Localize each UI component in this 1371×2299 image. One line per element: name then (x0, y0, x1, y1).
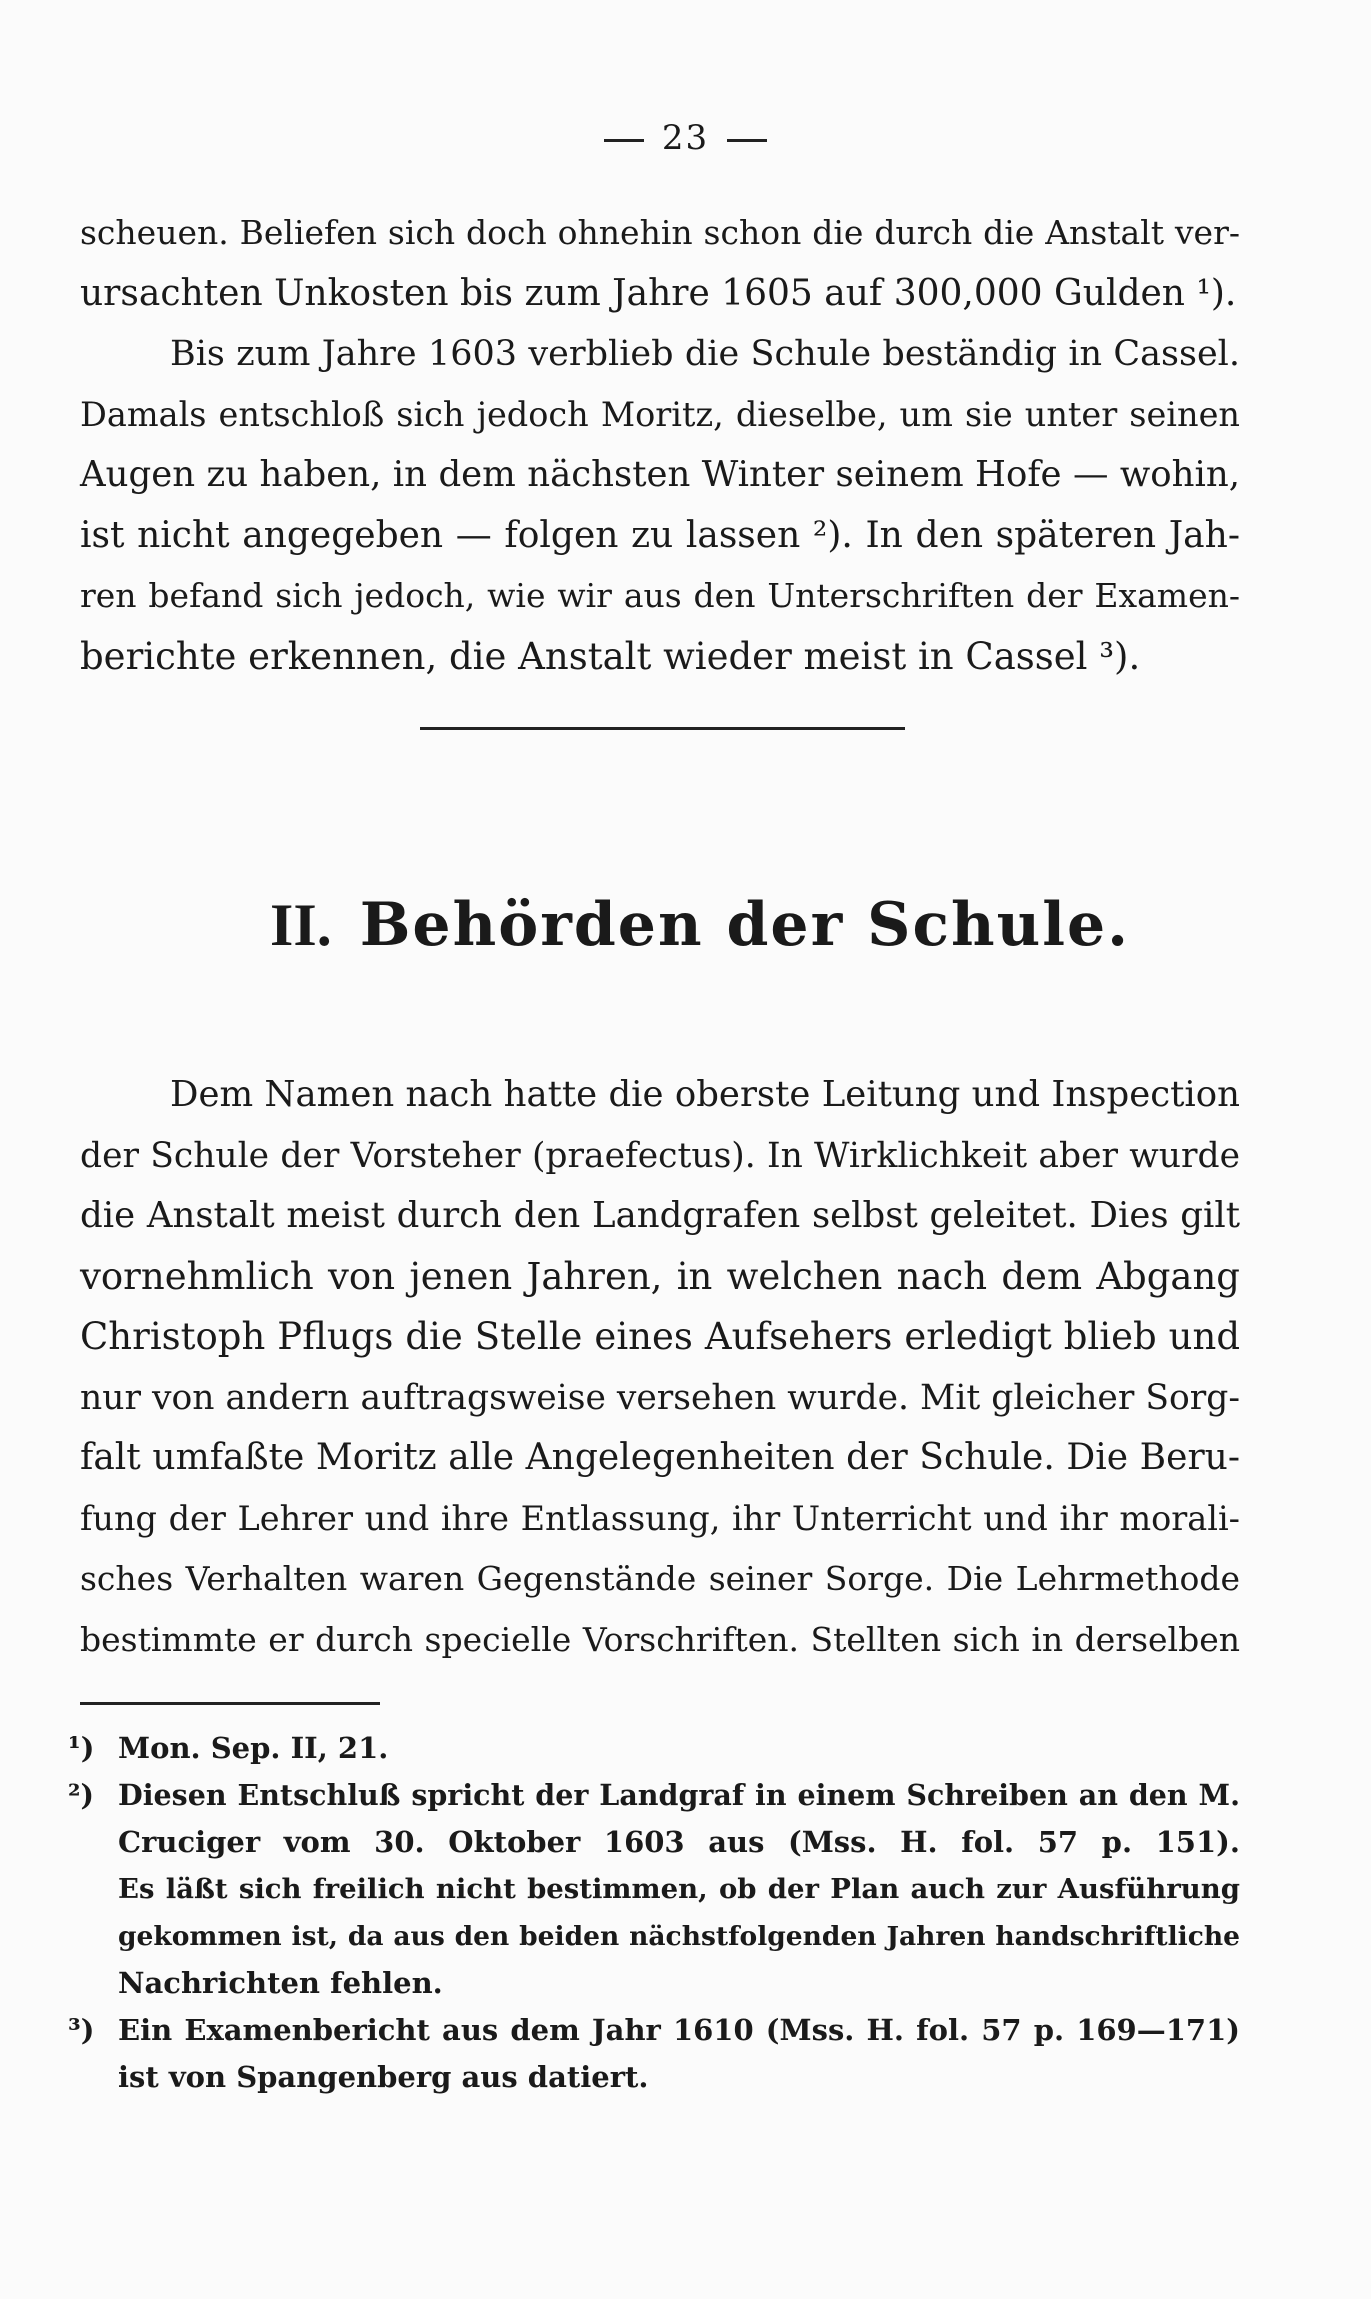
text-line: Damals entschloß sich jedoch Moritz, dieselbe, um sie unter seinen (80, 394, 1240, 434)
text-line: ren befand sich jedoch, wie wir aus den Unterschriften der Examen- (80, 576, 1240, 615)
text-line: nur von andern auftragsweise versehen wurde. Mit gleicher Sorg- (80, 1377, 1240, 1418)
text-line: die Anstalt meist durch den Landgrafen selbst geleitet. Dies gilt (80, 1195, 1240, 1236)
text-line: falt umfaßte Moritz alle Angelegenheiten der Schule. Die Beru- (80, 1437, 1240, 1478)
footnote-mark: ³) (68, 2013, 95, 2047)
text-line: bestimmte er durch specielle Vorschriften. Stellten sich in derselben (80, 1619, 1240, 1659)
dash-left (604, 139, 644, 142)
text-line: Bis zum Jahre 1603 verblieb die Schule beständig in Cassel. (170, 334, 1240, 374)
footnote-3 (68, 2007, 1240, 2054)
text-line: ursachten Unkosten bis zum Jahre 1605 auf 300,000 Gulden ¹). (80, 272, 1237, 314)
page-number-value: 23 (661, 118, 710, 158)
dash-right (727, 139, 767, 142)
footnote-text: Diesen Entschluß spricht der Landgraf in einem Schreiben an den M. (118, 1778, 1240, 1812)
footnote-text-line: Nachrichten fehlen. (118, 1966, 443, 2000)
footnotes (68, 1725, 1240, 2101)
text-line: Augen zu haben, in dem nächsten Winter seinem Hofe — wohin, (80, 454, 1240, 495)
text-line: der Schule der Vorsteher (praefectus). In Wirklichkeit aber wurde (80, 1135, 1240, 1176)
text-line: ist nicht angegeben — folgen zu lassen ²). In den späteren Jah- (80, 514, 1240, 556)
text-line: fung der Lehrer und ihre Entlassung, ihr Unterricht und ihr morali- (80, 1498, 1240, 1538)
text-line: sches Verhalten waren Gegenstände seiner Sorge. Die Lehrmethode (80, 1559, 1240, 1598)
footnote-text: Mon. Sep. II, 21. (118, 1731, 389, 1765)
text-line: Christoph Pflugs die Stelle eines Aufsehers erledigt blieb und (80, 1315, 1240, 1358)
footnote-mark: ¹) (68, 1731, 95, 1765)
section-heading (270, 890, 1130, 960)
paragraph-behoerden (80, 1065, 1240, 1670)
paragraph-continuation (80, 203, 1240, 324)
text-line: Dem Namen nach hatte die oberste Leitung und Inspection (170, 1074, 1240, 1115)
text-line: vornehmlich von jenen Jahren, in welchen nach dem Abgang (80, 1254, 1240, 1298)
footnote-1 (68, 1725, 1240, 1772)
text-line: berichte erkennen, die Anstalt wieder meist in Cassel ³). (80, 634, 1141, 678)
footnote-mark: ²) (68, 1778, 94, 1812)
footnote-text-line: gekommen ist, da aus den beiden nächstfolgenden Jahren handschriftliche (118, 1921, 1240, 1952)
footnote-text-line: Es läßt sich freilich nicht bestimmen, ob der Plan auch zur Ausführung (118, 1873, 1240, 1905)
section-title: Behörden der Schule. (359, 890, 1131, 960)
text-line: scheuen. Beliefen sich doch ohnehin schon die durch die Anstalt ver- (80, 213, 1240, 252)
paragraph-cassel (80, 324, 1240, 687)
section-divider (420, 727, 905, 730)
footnote-2 (68, 1772, 1240, 1819)
page-number (0, 118, 1371, 158)
footnote-rule (80, 1702, 380, 1705)
footnote-text: Ein Examenbericht aus dem Jahr 1610 (Mss. H. fol. 57 p. 169—171) (118, 2013, 1240, 2047)
footnote-text-line: Cruciger vom 30. Oktober 1603 aus (Mss. H. fol. 57 p. 151). (118, 1825, 1240, 1859)
section-numeral: II. (270, 892, 332, 958)
footnote-text-line: ist von Spangenberg aus datiert. (118, 2060, 649, 2094)
